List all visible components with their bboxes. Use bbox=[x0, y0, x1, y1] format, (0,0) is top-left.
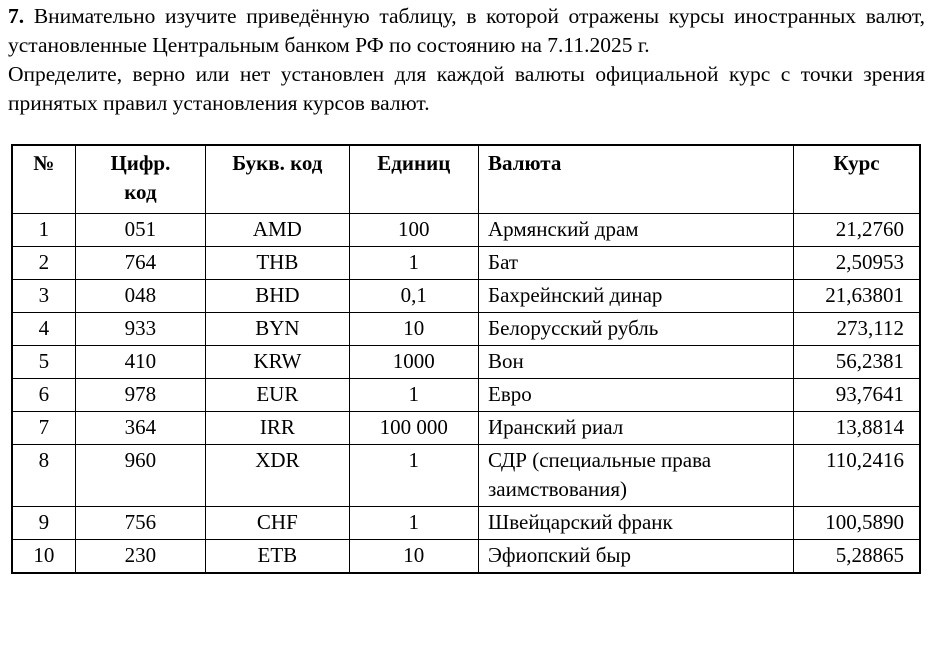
cell-rate: 56,2381 bbox=[794, 346, 920, 379]
cell-currency-name: Бат bbox=[479, 247, 794, 280]
header-numeric-code-label: Цифр. код bbox=[110, 151, 171, 204]
cell-rate: 273,112 bbox=[794, 313, 920, 346]
cell-units: 1000 bbox=[349, 346, 478, 379]
currency-rates-table bbox=[11, 144, 921, 574]
table-row bbox=[12, 507, 920, 540]
cell-num: 3 bbox=[12, 280, 75, 313]
cell-num: 7 bbox=[12, 412, 75, 445]
cell-units: 10 bbox=[349, 313, 478, 346]
cell-rate: 93,7641 bbox=[794, 379, 920, 412]
cell-rate: 21,63801 bbox=[794, 280, 920, 313]
cell-letter-code: KRW bbox=[206, 346, 349, 379]
header-numeric-code bbox=[75, 145, 205, 214]
cell-currency-name: Армянский драм bbox=[479, 214, 794, 247]
header-num-label: № bbox=[33, 151, 55, 175]
cell-currency-name: Эфиопский быр bbox=[479, 540, 794, 574]
table-header-row bbox=[12, 145, 920, 214]
header-rate-label: Курс bbox=[833, 151, 880, 175]
cell-num: 1 bbox=[12, 214, 75, 247]
cell-rate: 2,50953 bbox=[794, 247, 920, 280]
task-statement: Определите, верно или нет установлен для каждой валюты официальной курс с точки зрения принятых правил установления курсов валют. bbox=[8, 62, 925, 115]
cell-num: 5 bbox=[12, 346, 75, 379]
cell-numeric-code: 764 bbox=[75, 247, 205, 280]
cell-currency-name: Иранский риал bbox=[479, 412, 794, 445]
problem-number: 7. bbox=[8, 4, 25, 28]
table-row bbox=[12, 412, 920, 445]
cell-num: 10 bbox=[12, 540, 75, 574]
cell-rate: 100,5890 bbox=[794, 507, 920, 540]
table-row bbox=[12, 214, 920, 247]
cell-units: 1 bbox=[349, 445, 478, 507]
cell-currency-name: СДР (специальные права заимствования) bbox=[479, 445, 794, 507]
table-row bbox=[12, 346, 920, 379]
cell-letter-code: ETB bbox=[206, 540, 349, 574]
cell-units: 1 bbox=[349, 379, 478, 412]
cell-num: 2 bbox=[12, 247, 75, 280]
header-units-label: Единиц bbox=[377, 151, 451, 175]
cell-numeric-code: 230 bbox=[75, 540, 205, 574]
table-row bbox=[12, 445, 920, 507]
cell-numeric-code: 960 bbox=[75, 445, 205, 507]
header-rate bbox=[794, 145, 920, 214]
cell-num: 6 bbox=[12, 379, 75, 412]
cell-num: 8 bbox=[12, 445, 75, 507]
cell-currency-name: Швейцарский франк bbox=[479, 507, 794, 540]
cell-numeric-code: 048 bbox=[75, 280, 205, 313]
cell-currency-name: Вон bbox=[479, 346, 794, 379]
table-row bbox=[12, 540, 920, 574]
cell-numeric-code: 978 bbox=[75, 379, 205, 412]
table-row bbox=[12, 280, 920, 313]
cell-rate: 21,2760 bbox=[794, 214, 920, 247]
header-currency-name-label: Валюта bbox=[488, 151, 562, 175]
cell-units: 0,1 bbox=[349, 280, 478, 313]
header-currency-name bbox=[479, 145, 794, 214]
header-letter-code-label: Букв. код bbox=[232, 151, 323, 175]
problem-intro-text: Внимательно изучите приведённую таблицу, в которой отражены курсы иностранных валют, установленные Центральным банком РФ по состоянию на 7.11.2025 г. bbox=[8, 4, 926, 57]
cell-letter-code: AMD bbox=[206, 214, 349, 247]
cell-letter-code: IRR bbox=[206, 412, 349, 445]
cell-units: 100 000 bbox=[349, 412, 478, 445]
table-row bbox=[12, 247, 920, 280]
cell-currency-name: Белорусский рубль bbox=[479, 313, 794, 346]
cell-currency-name: Евро bbox=[479, 379, 794, 412]
problem-statement bbox=[8, 2, 925, 60]
cell-letter-code: CHF bbox=[206, 507, 349, 540]
cell-numeric-code: 933 bbox=[75, 313, 205, 346]
table-row bbox=[12, 379, 920, 412]
table-body bbox=[12, 214, 920, 574]
cell-letter-code: EUR bbox=[206, 379, 349, 412]
cell-letter-code: THB bbox=[206, 247, 349, 280]
cell-units: 1 bbox=[349, 507, 478, 540]
cell-units: 100 bbox=[349, 214, 478, 247]
header-letter-code bbox=[206, 145, 349, 214]
cell-num: 9 bbox=[12, 507, 75, 540]
cell-letter-code: BHD bbox=[206, 280, 349, 313]
cell-num: 4 bbox=[12, 313, 75, 346]
cell-currency-name: Бахрейнский динар bbox=[479, 280, 794, 313]
cell-rate: 110,2416 bbox=[794, 445, 920, 507]
table-row bbox=[12, 313, 920, 346]
cell-numeric-code: 756 bbox=[75, 507, 205, 540]
cell-units: 10 bbox=[349, 540, 478, 574]
header-num bbox=[12, 145, 75, 214]
cell-units: 1 bbox=[349, 247, 478, 280]
cell-numeric-code: 051 bbox=[75, 214, 205, 247]
cell-rate: 5,28865 bbox=[794, 540, 920, 574]
cell-rate: 13,8814 bbox=[794, 412, 920, 445]
header-units bbox=[349, 145, 478, 214]
cell-numeric-code: 364 bbox=[75, 412, 205, 445]
cell-letter-code: XDR bbox=[206, 445, 349, 507]
cell-numeric-code: 410 bbox=[75, 346, 205, 379]
cell-letter-code: BYN bbox=[206, 313, 349, 346]
